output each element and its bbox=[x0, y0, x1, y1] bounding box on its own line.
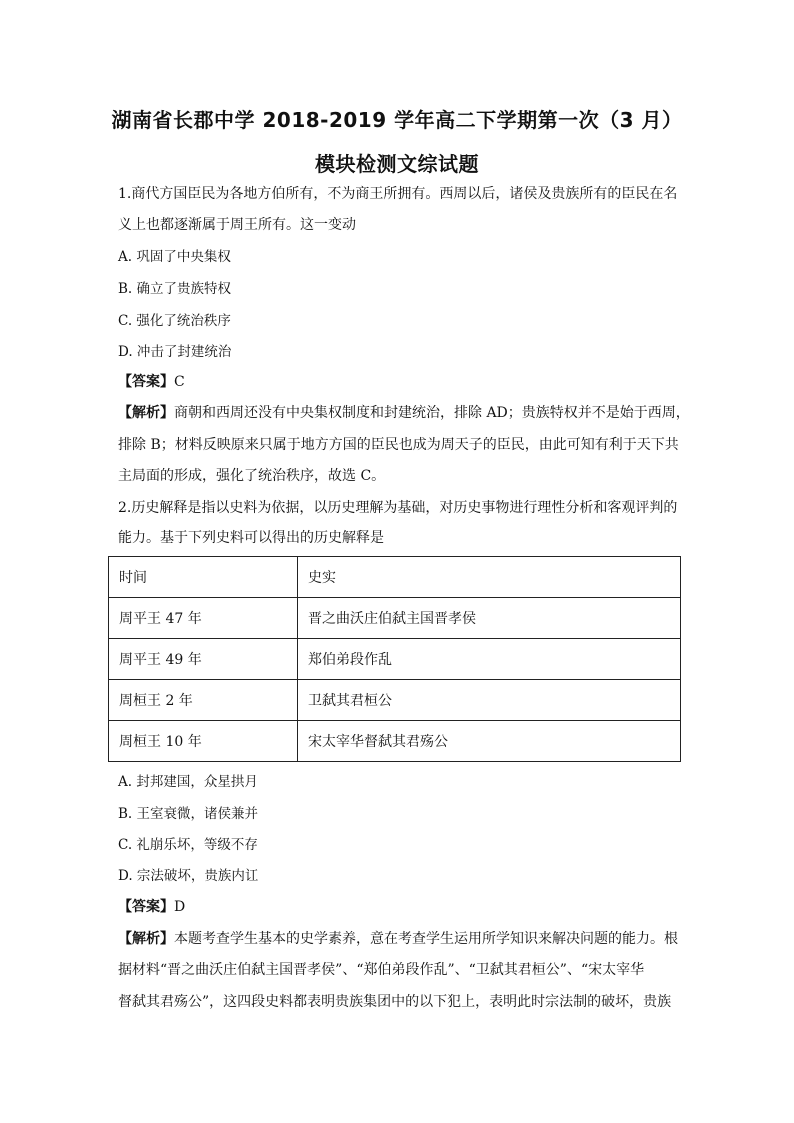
table-row bbox=[109, 721, 681, 762]
q2-stem-line-1: 2.历史解释是指以史料为依据，以历史理解为基础，对历史事物进行理性分析和客观评判的 bbox=[118, 500, 678, 516]
q1-option-d: D. 冲击了封建统治 bbox=[118, 344, 232, 360]
table-cell: 周平王 49 年 bbox=[109, 639, 298, 680]
table-cell: 宋太宰华督弑其君殇公 bbox=[298, 721, 681, 762]
q1-answer bbox=[118, 372, 683, 392]
q1-option-b: B. 确立了贵族特权 bbox=[118, 281, 232, 297]
table-cell: 周桓王 2 年 bbox=[109, 680, 298, 721]
table-cell: 周平王 47 年 bbox=[109, 598, 298, 639]
table-header-row bbox=[109, 557, 681, 598]
q1-analysis-line-3: 主局面的形成，强化了统治秩序，故选 C。 bbox=[118, 468, 386, 484]
q2-option-a: A. 封邦建国，众星拱月 bbox=[118, 774, 258, 790]
q1-analysis-line-1 bbox=[118, 403, 690, 423]
table-row bbox=[109, 680, 681, 721]
page-title: 湖南省长郡中学 2018-2019 学年高二下学期第一次（3 月） bbox=[111, 108, 683, 132]
q2-option-b: B. 王室衰微，诸侯兼并 bbox=[118, 806, 259, 822]
history-table bbox=[108, 556, 681, 762]
analysis-label: 【解析】 bbox=[118, 931, 174, 947]
q1-analysis-line-2: 排除 B；材料反映原来只属于地方方国的臣民也成为周天子的臣民，由此可知有利于天下共 bbox=[118, 437, 679, 453]
answer-label: 【答案】 bbox=[118, 374, 174, 390]
table-cell: 郑伯弟段作乱 bbox=[298, 639, 681, 680]
table-row bbox=[109, 639, 681, 680]
q2-analysis-line-1 bbox=[118, 929, 683, 949]
table-header-cell: 史实 bbox=[298, 557, 681, 598]
q1-option-a: A. 巩固了中央集权 bbox=[118, 249, 231, 265]
page-subtitle: 模块检测文综试题 bbox=[315, 152, 479, 176]
q1-stem-line-2: 义上也都逐渐属于周王所有。这一变动 bbox=[118, 217, 356, 233]
q2-answer bbox=[118, 897, 683, 917]
answer-value: D bbox=[174, 899, 186, 915]
q2-analysis-line-2: 据材料“晋之曲沃庄伯弑主国晋孝侯”、“郑伯弟段作乱”、“卫弑其君桓公”、“宋太宰华 bbox=[118, 962, 645, 978]
q1-stem-line-1: 1.商代方国臣民为各地方伯所有，不为商王所拥有。西周以后，诸侯及贵族所有的臣民在名 bbox=[118, 186, 678, 202]
table-header-cell: 时间 bbox=[109, 557, 298, 598]
q2-option-c: C. 礼崩乐坏，等级不存 bbox=[118, 837, 258, 853]
answer-label: 【答案】 bbox=[118, 899, 174, 915]
q2-stem-line-2: 能力。基于下列史料可以得出的历史解释是 bbox=[118, 530, 384, 546]
q1-option-c: C. 强化了统治秩序 bbox=[118, 313, 231, 329]
answer-value: C bbox=[174, 374, 185, 390]
q2-analysis-line-3: 督弑其君殇公”，这四段史料都表明贵族集团中的以下犯上，表明此时宗法制的破坏，贵族 bbox=[118, 994, 672, 1010]
analysis-text: 本题考查学生基本的史学素养，意在考查学生运用所学知识来解决问题的能力。根 bbox=[174, 931, 678, 947]
q2-option-d: D. 宗法破坏，贵族内讧 bbox=[118, 868, 259, 884]
table-cell: 周桓王 10 年 bbox=[109, 721, 298, 762]
analysis-text: 商朝和西周还没有中央集权制度和封建统治，排除 AD；贵族特权并不是始于西周， bbox=[174, 405, 690, 421]
analysis-label: 【解析】 bbox=[118, 405, 174, 421]
table-row bbox=[109, 598, 681, 639]
table-cell: 卫弑其君桓公 bbox=[298, 680, 681, 721]
table-cell: 晋之曲沃庄伯弑主国晋孝侯 bbox=[298, 598, 681, 639]
